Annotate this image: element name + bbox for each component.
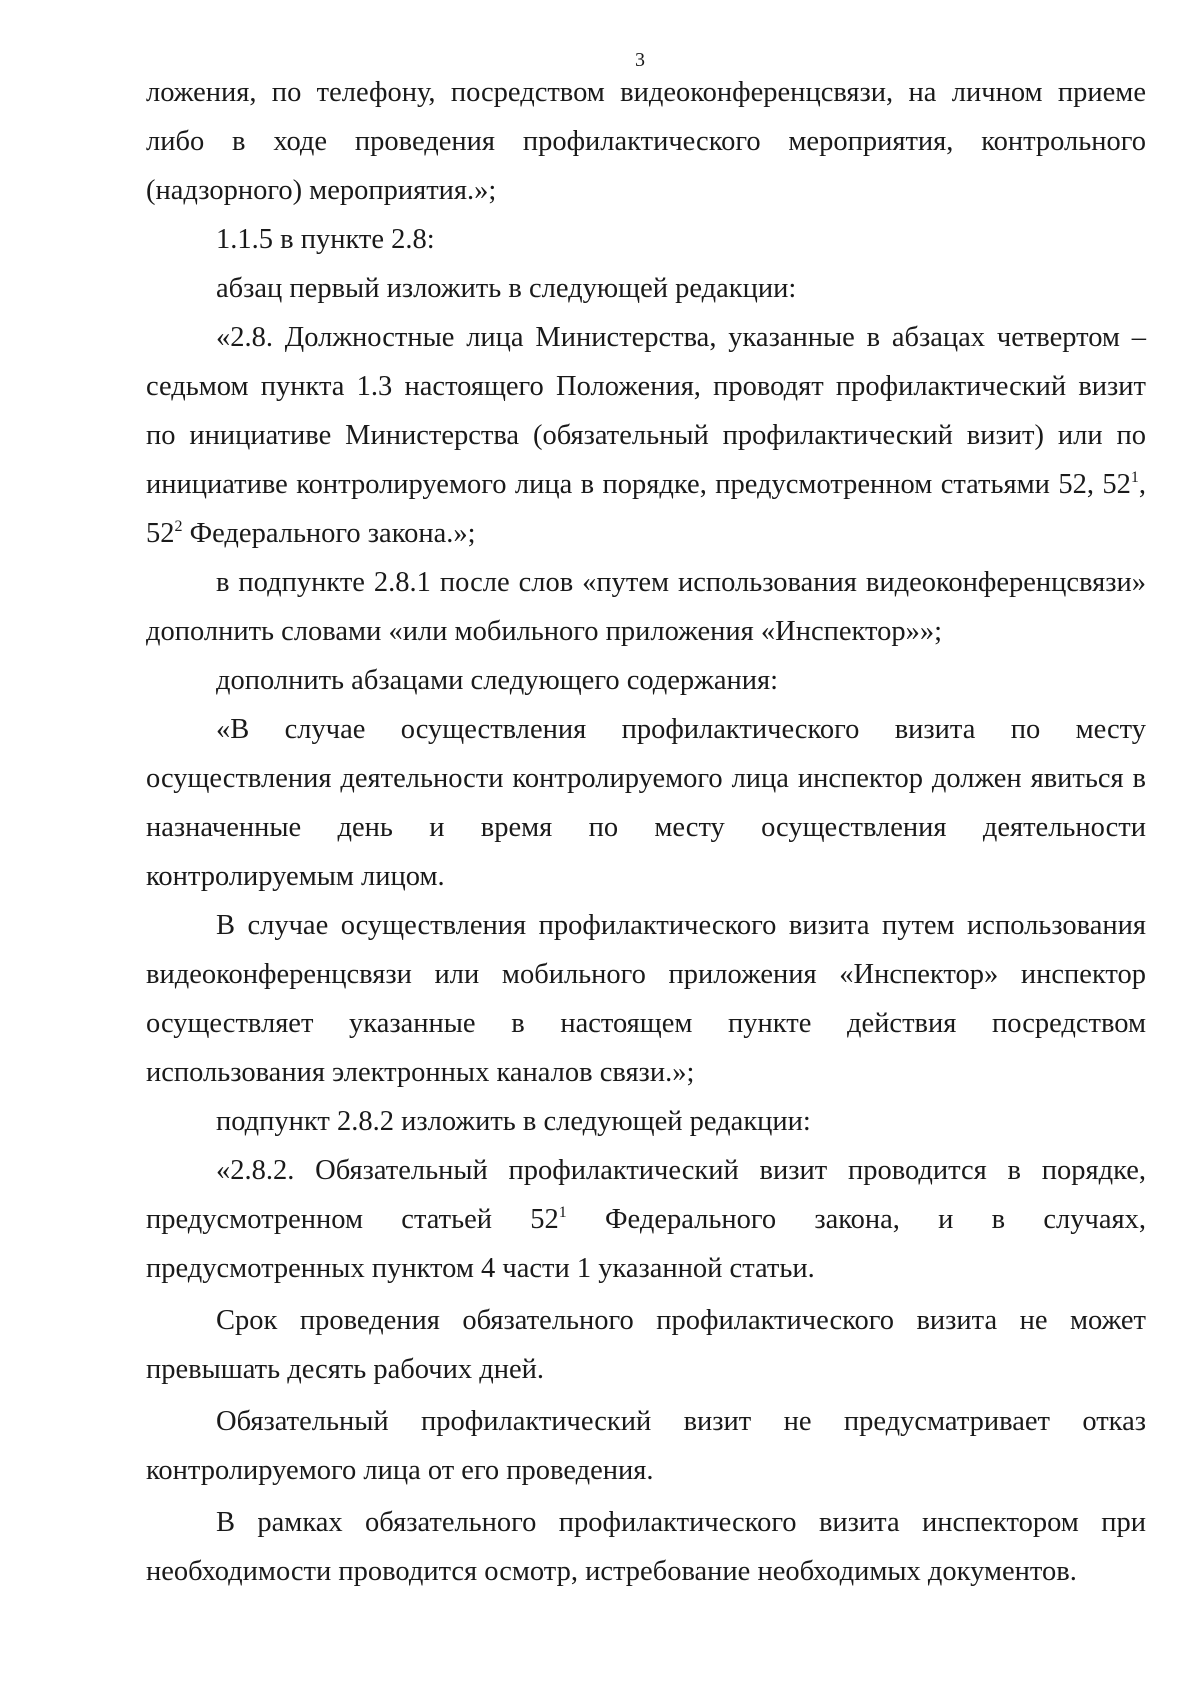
paragraph: подпункт 2.8.2 изложить в следующей редакции: xyxy=(216,1106,811,1137)
document-body xyxy=(146,68,1146,1596)
page-number: 3 xyxy=(635,49,645,71)
paragraph: Обязательный профилактический визит не предусматривает отказ контролируемого лица от его проведения. xyxy=(146,1406,1146,1486)
paragraph: В рамках обязательного профилактического визита инспектором при необходимости проводится осмотр, истребование необходимых документов. xyxy=(146,1507,1146,1587)
paragraph: «2.8.2. Обязательный профилактический визит проводится в порядке, предусмотренном статьей $52^1$ Федерального закона, и в случаях, предусмотренных пунктом 4 части 1 указанной статьи. xyxy=(146,1155,1146,1284)
paragraph: «В случае осуществления профилактического визита по месту осуществления деятельности контролируемого лица инспектор должен явиться в назначенные день и время по месту осуществления деятельности контролируемым лицом. xyxy=(146,714,1146,892)
paragraph: Срок проведения обязательного профилактического визита не может превышать десять рабочих дней. xyxy=(146,1305,1146,1385)
paragraph: абзац первый изложить в следующей редакции: xyxy=(216,273,797,304)
paragraph: В случае осуществления профилактического визита путем использования видеоконференцсвязи или мобильного приложения «Инспектор» инспектор осуществляет указанные в настоящем пункте действия посредством использования электронных каналов связи.»; xyxy=(146,910,1146,1088)
paragraph: в подпункте 2.8.1 после слов «путем использования видеоконференцсвязи» дополнить словами «или мобильного приложения «Инспектор»»; xyxy=(146,567,1146,647)
superscript: 1 xyxy=(1130,469,1139,486)
superscript: 2 xyxy=(174,518,183,535)
paragraph: ложения, по телефону, посредством видеоконференцсвязи, на личном приеме либо в ходе проведения профилактического мероприятия, контрольного (надзорного) мероприятия.»; xyxy=(146,77,1146,206)
superscript: 1 xyxy=(558,1204,567,1221)
paragraph: «2.8. Должностные лица Министерства, указанные в абзацах четвертом – седьмом пункта 1.3 настоящего Положения, проводят профилактический визит по инициативе Министерства (обязательный профилактический визит) или по инициативе контролируемого лица в порядке, предусмотренном статьями 52, $52^1$, $52^2$ Федерального закона.»; xyxy=(146,322,1146,549)
paragraph: дополнить абзацами следующего содержания: xyxy=(216,665,779,696)
paragraph: 1.1.5 в пункте 2.8: xyxy=(216,224,435,255)
